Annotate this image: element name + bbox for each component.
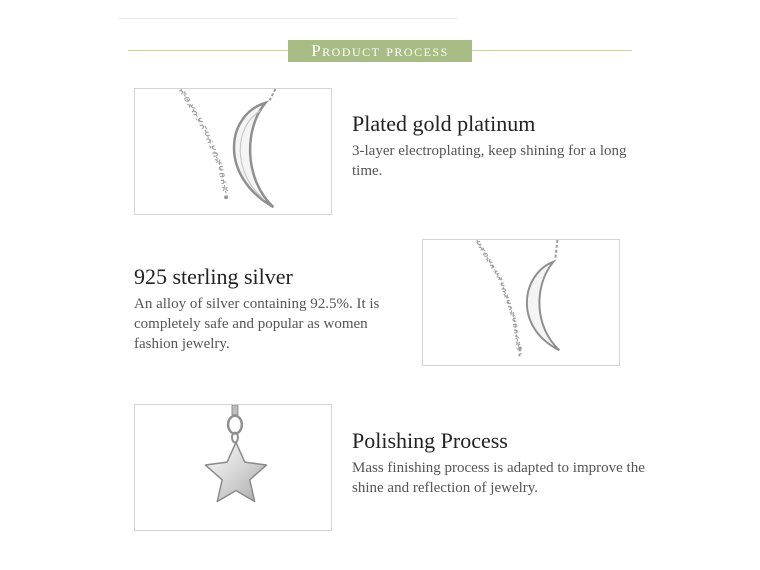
section-header: Product process (288, 40, 472, 62)
feature-description-plating: 3-layer electroplating, keep shining for a long time. (352, 143, 627, 179)
moon-pendant-photo-closeup (134, 88, 332, 215)
header-rule-left (128, 50, 288, 51)
star-pendant-photo (134, 404, 332, 531)
feature-title-silver: 925 sterling silver (134, 264, 293, 289)
moon-pendant-photo (422, 239, 620, 366)
crescent-moon-pendant-image (423, 240, 619, 365)
header-rule-right (472, 50, 632, 51)
crescent-moon-pendant-image (135, 89, 331, 214)
feature-title-polishing: Polishing Process (352, 428, 508, 453)
feature-description-silver: An alloy of silver containing 92.5%. It is completely safe and popular as women fashion jewelry. (134, 296, 380, 352)
top-divider (118, 18, 458, 19)
feature-description-polishing: Mass finishing process is adapted to improve the shine and reflection of jewelry. (352, 460, 645, 496)
feature-title-plating: Plated gold platinum (352, 111, 536, 136)
star-pendant-image (135, 405, 331, 530)
